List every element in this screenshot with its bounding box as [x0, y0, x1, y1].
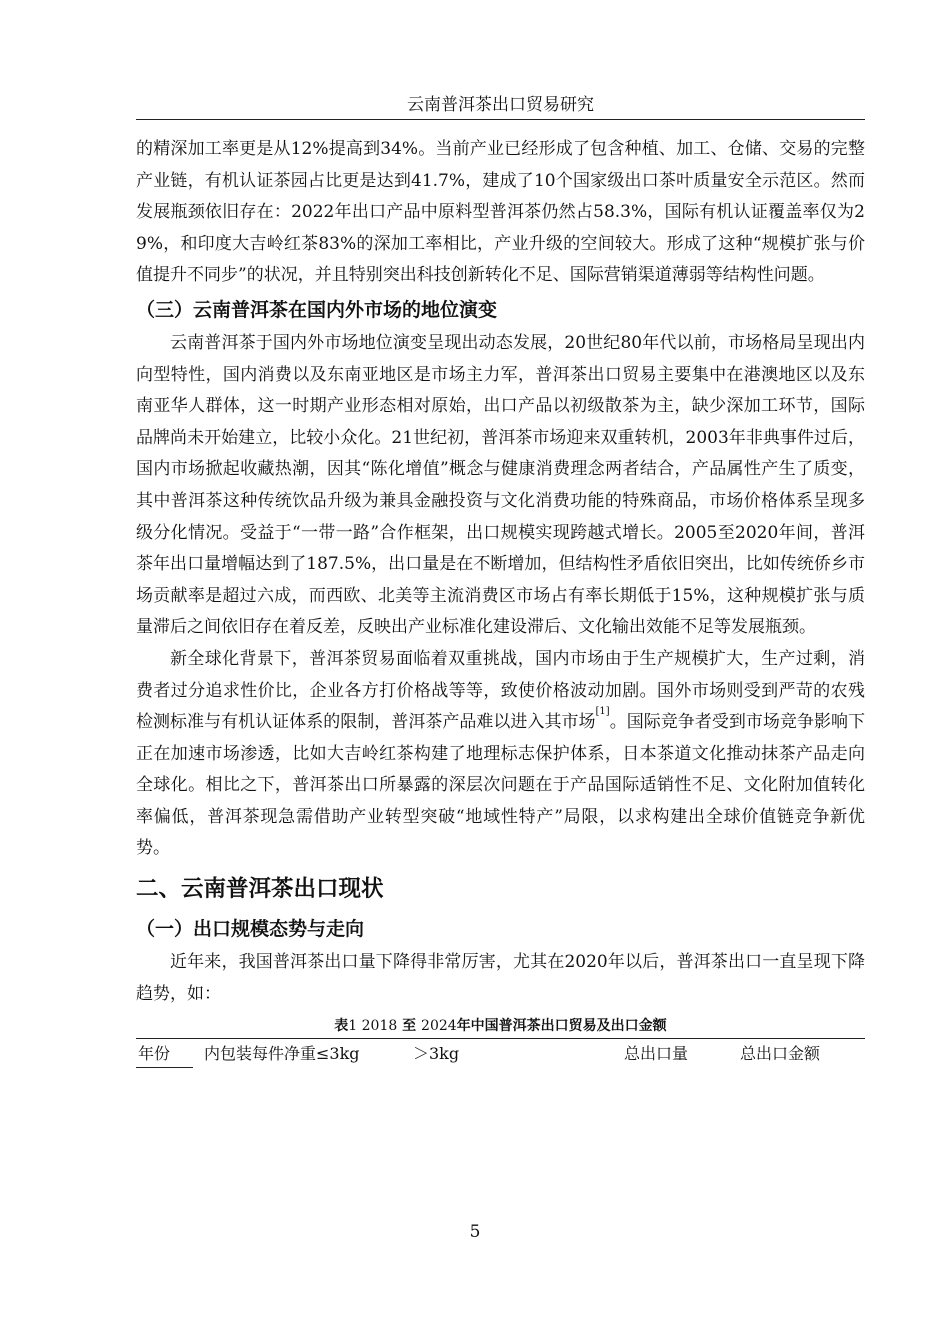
table-header-gt-3kg: ＞3kg — [413, 1044, 460, 1064]
table-header-total-volume: 总出口量 — [624, 1044, 689, 1064]
table-header-rule — [136, 1067, 193, 1068]
paragraph-globalization — [136, 644, 865, 865]
section-heading-1: （一）出口规模态势与走向 — [136, 918, 365, 941]
section-heading-3: （三）云南普洱茶在国内外市场的地位演变 — [136, 298, 498, 321]
page-number: 5 — [469, 1222, 481, 1242]
citation-ref[interactable]: [1] — [595, 706, 610, 718]
paragraph-text-part2: 。国际竞争者受到市场竞争影响下正在加速市场渗透，比如大吉岭红茶构建了地理标志保护体系，日本茶道文化推动抹茶产品走向全球化。相比之下，普洱茶出口所暴露的深层次问题在于产品国际适销性不足、文化附加值转化率偏低，普洱茶现急需借助产业转型突破“地域性特产”局限，以求构建出全球价值链竞争新优势。 — [136, 712, 865, 859]
table-header-net-weight-le-3kg: 内包装每件净重≤3kg — [204, 1044, 360, 1064]
paragraph-continued: 的精深加工率更是从12%提高到34%。当前产业已经形成了包含种植、加工、仓储、交易的完整产业链，有机认证茶园占比更是达到41.7%，建成了10个国家级出口茶叶质量安全示范区。然而发展瓶颈依旧存在：2022年出口产品中原料型普洱茶仍然占58.3%，国际有机认证覆盖率仅为29%，和印度大吉岭红茶83%的深加工率相比，产业升级的空间较大。形成了这种“规模扩张与价值提升不同步”的状况，并且特别突出科技创新转化不足、国际营销渠道薄弱等结构性问题。 — [136, 139, 865, 286]
paragraph-market-evolution: 云南普洱茶于国内外市场地位演变呈现出动态发展，20世纪80年代以前，市场格局呈现出内向型特性，国内消费以及东南亚地区是市场主力军，普洱茶出口贸易主要集中在港澳地区以及东南亚华人群体，这一时期产业形态相对原始，出口产品以初级散茶为主，缺少深加工环节，国际品牌尚未开始建立，比较小众化。21世纪初，普洱茶市场迎来双重转机，2003年非典事件过后，国内市场掀起收藏热潮，因其“陈化增值”概念与健康消费理念两者结合，产品属性产生了质变，其中普洱茶这种传统饮品升级为兼具金融投资与文化消费功能的特殊商品，市场价格体系呈现多级分化情况。受益于“一带一路”合作框架，出口规模实现跨越式增长。2005至2020年间，普洱茶年出口量增幅达到了187.5%，出口量是在不断增加，但结构性矛盾依旧突出，比如传统侨乡市场贡献率是超过六成，而西欧、北美等主流消费区市场占有率长期低于15%，这种规模扩张与质量滞后之间依旧存在着反差，反映出产业标准化建设滞后、文化输出效能不足等发展瓶颈。 — [136, 332, 865, 638]
table-header-year: 年份 — [138, 1044, 171, 1064]
running-header: 云南普洱茶出口贸易研究 — [407, 95, 594, 115]
header-rule — [136, 119, 865, 120]
table-caption: 表1 2018 至 2024年中国普洱茶出口贸易及出口金额 — [334, 1018, 667, 1035]
export-table — [136, 1038, 865, 1073]
table-header-total-amount: 总出口金额 — [740, 1044, 821, 1064]
paragraph-text-part1: 新全球化背景下，普洱茶贸易面临着双重挑战，国内市场由于生产规模扩大，生产过剩，消费者过分追求性价比，企业各方打价格战等等，致使价格波动加剧。国外市场则受到严苛的农残检测标准与有机认证体系的限制，普洱茶产品难以进入其市场 — [136, 648, 865, 733]
page-body — [136, 134, 865, 1073]
chapter-heading-2: 二、云南普洱茶出口现状 — [136, 876, 384, 903]
paragraph-export-decline: 近年来，我国普洱茶出口量下降得非常厉害，尤其在2020年以后，普洱茶出口一直呈现下降趋势，如： — [136, 952, 865, 1004]
